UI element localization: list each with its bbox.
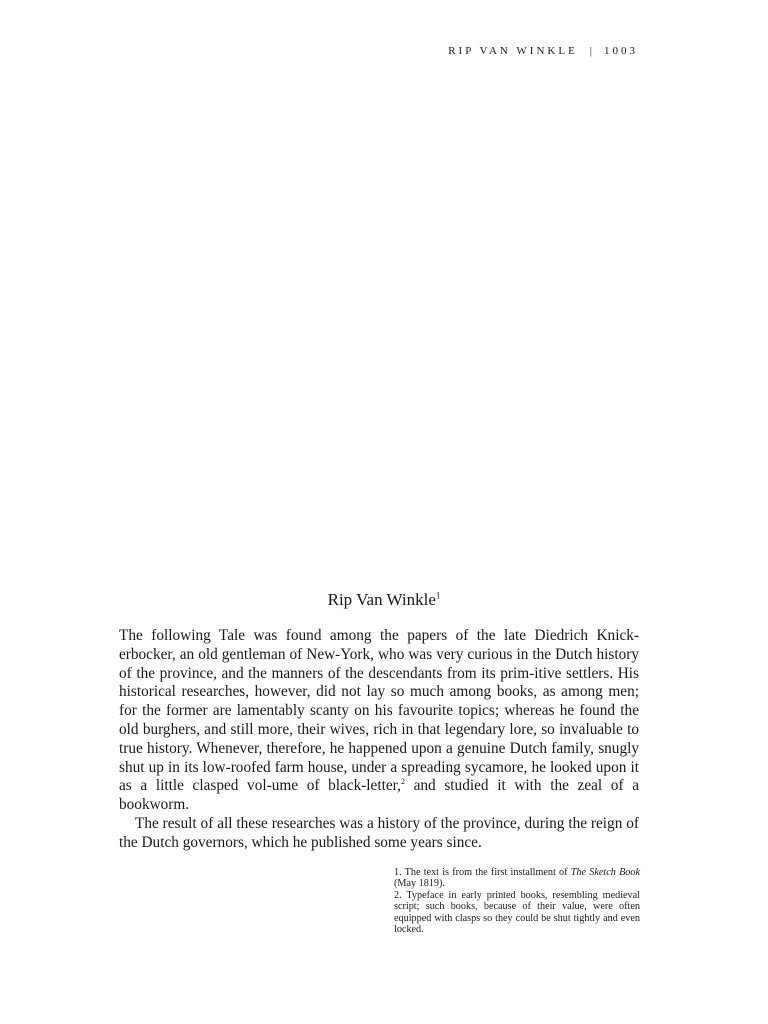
paragraph-1-part-2: and studied it with the zeal of a bookworm.: [119, 777, 639, 814]
footnote-1-book-title: The Sketch Book: [570, 867, 640, 878]
header-separator: |: [589, 45, 592, 57]
footnote-1-prefix: 1. The text is from the first installment of: [394, 867, 571, 878]
running-title: RIP VAN WINKLE: [448, 45, 578, 57]
footnote-ref-1[interactable]: 1: [435, 590, 441, 601]
chapter-title: [0, 590, 768, 610]
footnote-ref-2[interactable]: 2: [400, 777, 405, 787]
footnote-1-suffix: (May 1819).: [394, 878, 445, 890]
footnote-2: 2. Typeface in early printed books, resembling medieval script; such books, because of their value, were often equipped with clasps so they could be shut tightly and even locked.: [394, 889, 640, 936]
running-head: [448, 45, 638, 57]
paragraph-2: The result of all these researches was a history of the province, during the reign of the Dutch governors, which he published some years since.: [119, 814, 639, 851]
paragraph-1: [119, 627, 639, 815]
page-number: 1003: [604, 45, 638, 57]
footnotes: [394, 867, 640, 935]
footnote-1: [394, 867, 640, 890]
chapter-title-text: Rip Van Winkle: [327, 590, 436, 609]
paragraph-1-part-1: The following Tale was found among the papers of the late Diedrich Knick-erbocker, an old gentleman of New-York, who was very curious in the Dutch history of the province, and the manners of the descendants from its prim-itive settlers. His historical researches, however, did not lay so much among books, as among men; for the former are lamentably scanty on his favourite topics; whereas he found the old burghers, and still more, their wives, rich in that legendary lore, so invaluable to true history. Whenever, therefore, he happened upon a genuine Dutch family, snugly shut up in its low-roofed farm house, under a spreading sycamore, he looked upon it as a little clasped vol-ume of black-letter,: [119, 627, 639, 795]
body-text: [119, 627, 639, 853]
